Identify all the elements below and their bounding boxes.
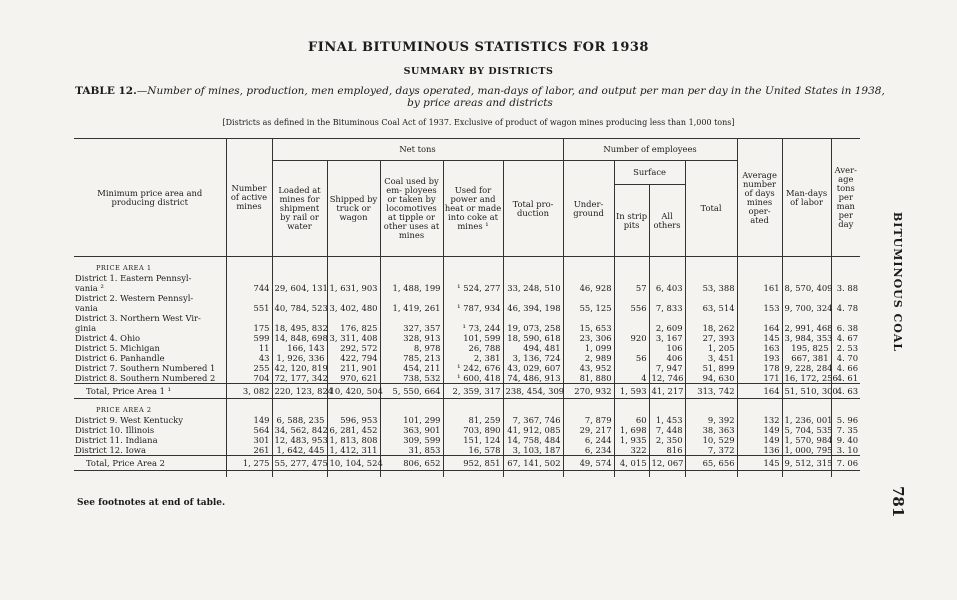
table-cell: 7, 879 — [563, 415, 614, 425]
table-cell: 43, 029, 607 — [503, 363, 563, 373]
table-cell: 4. 61 — [831, 373, 860, 384]
total-cell: 49, 574 — [563, 456, 614, 471]
table-row — [74, 333, 860, 343]
table-caption — [75, 85, 885, 109]
total-cell: 12, 067 — [649, 456, 685, 471]
table-cell: 7, 448 — [649, 425, 685, 435]
table-cell: 6, 403 — [649, 283, 685, 293]
table-cell: 46, 394, 198 — [503, 303, 563, 313]
table-cell: 301 — [226, 435, 272, 445]
table-cell: 166, 143 — [272, 343, 327, 353]
table-cell: 149 — [737, 425, 782, 435]
table-cell: 41, 912, 085 — [503, 425, 563, 435]
table-cell: 1, 926, 336 — [272, 353, 327, 363]
table-cell — [685, 293, 737, 303]
table-cell: 26, 788 — [443, 343, 503, 353]
table-cell: 3, 984, 353 — [782, 333, 831, 343]
table-cell: 406 — [649, 353, 685, 363]
table-cell — [272, 293, 327, 303]
table-cell: 9, 700, 324 — [782, 303, 831, 313]
table-cell: 454, 211 — [380, 363, 443, 373]
table-cell — [649, 293, 685, 303]
footnote-reference: See footnotes at end of table. — [77, 498, 226, 508]
table-cell — [614, 343, 649, 353]
table-cell: 7, 372 — [685, 445, 737, 456]
table-cell: 9, 228, 284 — [782, 363, 831, 373]
page-title: FINAL BITUMINOUS STATISTICS FOR 1938 — [308, 40, 649, 55]
header-underground: Under- ground — [563, 161, 614, 257]
total-cell: 4. 63 — [831, 384, 860, 399]
table-cell: 327, 357 — [380, 323, 443, 333]
table-cell: 2. 53 — [831, 343, 860, 353]
table-cell: 970, 621 — [327, 373, 380, 384]
table-cell: 3, 136, 724 — [503, 353, 563, 363]
table-cell: 4. 66 — [831, 363, 860, 373]
table-cell: ¹ 787, 934 — [443, 303, 503, 313]
table-cell: 1, 412, 311 — [327, 445, 380, 456]
total-cell: 145 — [737, 456, 782, 471]
table-cell — [563, 313, 614, 323]
total-cell: 5, 550, 664 — [380, 384, 443, 399]
table-cell: 94, 630 — [685, 373, 737, 384]
table-cell — [272, 273, 327, 283]
table-row — [74, 283, 860, 293]
table-cell: 703, 890 — [443, 425, 503, 435]
table-cell — [327, 293, 380, 303]
table-cell: 18, 262 — [685, 323, 737, 333]
district-name: vania — [75, 303, 98, 313]
table-cell — [226, 293, 272, 303]
table-cell: 2, 609 — [649, 323, 685, 333]
table-cell: 14, 848, 698 — [272, 333, 327, 343]
table-cell: 10, 529 — [685, 435, 737, 445]
table-cell: 3, 451 — [685, 353, 737, 363]
table-cell — [831, 293, 860, 303]
total-label: Total, Price Area 1 ¹ — [74, 384, 226, 399]
table-cell: 12, 483, 953 — [272, 435, 327, 445]
table-cell — [649, 273, 685, 283]
district-name: District 7. Southern Numbered 1 — [75, 363, 216, 373]
table-cell: 1, 488, 199 — [380, 283, 443, 293]
total-row — [74, 384, 860, 399]
table-cell: 18, 590, 618 — [503, 333, 563, 343]
table-cell: 667, 381 — [782, 353, 831, 363]
table-cell: 6, 234 — [563, 445, 614, 456]
table-cell: 74, 486, 913 — [503, 373, 563, 384]
table-cell: 106 — [649, 343, 685, 353]
table-row — [74, 353, 860, 363]
table-cell: 149 — [737, 435, 782, 445]
total-cell: 238, 454, 309 — [503, 384, 563, 399]
running-head: BITUMINOUS COAL — [891, 212, 904, 353]
table-cell: 494, 481 — [503, 343, 563, 353]
header-total-production: Total pro- duction — [503, 161, 563, 257]
price-area-label: PRICE AREA 1 — [96, 264, 152, 272]
table-cell — [831, 313, 860, 323]
table-cell: 1, 453 — [649, 415, 685, 425]
total-cell: 270, 932 — [563, 384, 614, 399]
district-name: ginia — [75, 323, 97, 333]
table-cell — [563, 273, 614, 283]
header-power-coke: Used for power and heat or made into coke at mines ¹ — [443, 161, 503, 257]
table-cell: 15, 653 — [563, 323, 614, 333]
table-cell: 12, 746 — [649, 373, 685, 384]
page-number: 781 — [889, 486, 907, 518]
table-cell: 23, 306 — [563, 333, 614, 343]
total-cell: 313, 742 — [685, 384, 737, 399]
table-cell: 3, 167 — [649, 333, 685, 343]
table-cell — [782, 313, 831, 323]
district-name: District 9. West Kentucky — [75, 415, 183, 425]
table-cell: 38, 363 — [685, 425, 737, 435]
table-cell: 6, 588, 235 — [272, 415, 327, 425]
table-cell — [685, 273, 737, 283]
table-cell — [380, 313, 443, 323]
table-cell: 18, 495, 832 — [272, 323, 327, 333]
table-cell: 29, 217 — [563, 425, 614, 435]
statistics-table — [74, 138, 860, 477]
table-cell: 3, 402, 480 — [327, 303, 380, 313]
total-cell: 65, 656 — [685, 456, 737, 471]
table-cell: 63, 514 — [685, 303, 737, 313]
table-cell: 3. 10 — [831, 445, 860, 456]
table-cell: 556 — [614, 303, 649, 313]
district-name: District 10. Illinois — [75, 425, 155, 435]
table-cell: 145 — [737, 333, 782, 343]
table-cell: 2, 350 — [649, 435, 685, 445]
total-cell: 164 — [737, 384, 782, 399]
table-cell — [503, 313, 563, 323]
table-row — [74, 445, 860, 456]
table-cell: 3. 88 — [831, 283, 860, 293]
table-cell: 1, 419, 261 — [380, 303, 443, 313]
table-cell: 149 — [226, 415, 272, 425]
header-loaded-rail: Loaded at mines for shipment by rail or water — [272, 161, 327, 257]
table-cell: ¹ 600, 418 — [443, 373, 503, 384]
header-strip-pits: In strip pits — [614, 185, 649, 257]
table-cell — [327, 273, 380, 283]
table-cell: 51, 899 — [685, 363, 737, 373]
page-subtitle: SUMMARY BY DISTRICTS — [403, 66, 554, 77]
table-cell: 31, 853 — [380, 445, 443, 456]
table-cell: 195, 825 — [782, 343, 831, 353]
header-net-tons: Net tons — [272, 139, 563, 161]
total-cell: 1, 275 — [226, 456, 272, 471]
table-row — [74, 415, 860, 425]
table-cell — [614, 273, 649, 283]
district-name: District 11. Indiana — [75, 435, 158, 445]
table-cell: 261 — [226, 445, 272, 456]
table-cell: 785, 213 — [380, 353, 443, 363]
table-cell: 1, 631, 903 — [327, 283, 380, 293]
table-cell: 27, 393 — [685, 333, 737, 343]
table-cell — [737, 313, 782, 323]
table-body — [74, 257, 860, 478]
table-cell — [782, 273, 831, 283]
table-cell: 1, 642, 445 — [272, 445, 327, 456]
table-cell: 1, 205 — [685, 343, 737, 353]
table-row — [74, 303, 860, 313]
district-name: District 12. Iowa — [75, 445, 146, 455]
total-cell: 806, 652 — [380, 456, 443, 471]
table-cell: 422, 794 — [327, 353, 380, 363]
table-cell: 211, 901 — [327, 363, 380, 373]
table-cell — [226, 313, 272, 323]
table-cell — [380, 273, 443, 283]
district-name: District 2. Western Pennsyl- — [75, 293, 194, 303]
table-cell: 60 — [614, 415, 649, 425]
table-cell: 175 — [226, 323, 272, 333]
table-cell: 5, 704, 535 — [782, 425, 831, 435]
total-cell: 2, 359, 317 — [443, 384, 503, 399]
table-cell: 328, 913 — [380, 333, 443, 343]
table-cell: 1, 698 — [614, 425, 649, 435]
price-area-row — [74, 405, 860, 415]
table-cell: 7, 947 — [649, 363, 685, 373]
table-cell: 292, 572 — [327, 343, 380, 353]
table-cell — [737, 293, 782, 303]
table-cell: 43, 952 — [563, 363, 614, 373]
table-cell: 46, 928 — [563, 283, 614, 293]
table-cell: 55, 125 — [563, 303, 614, 313]
total-cell: 9, 512, 315 — [782, 456, 831, 471]
header-shipped-truck: Shipped by truck or wagon — [327, 161, 380, 257]
table-cell: 2, 381 — [443, 353, 503, 363]
table-cell — [614, 323, 649, 333]
table-cell: 164 — [737, 323, 782, 333]
header-all-others: All others — [649, 185, 685, 257]
total-cell: 55, 277, 475 — [272, 456, 327, 471]
table-cell — [614, 313, 649, 323]
price-area-row — [74, 263, 860, 273]
table-cell — [649, 313, 685, 323]
table-row — [74, 323, 860, 333]
table-cell: 33, 248, 510 — [503, 283, 563, 293]
table-cell — [614, 363, 649, 373]
table-cell: 101, 599 — [443, 333, 503, 343]
table-row — [74, 313, 860, 323]
header-active-mines: Number of active mines — [226, 139, 272, 257]
table-cell — [443, 293, 503, 303]
table-cell: ¹ 524, 277 — [443, 283, 503, 293]
header-days-operated: Average number of days mines oper- ated — [737, 139, 782, 257]
header-coal-used: Coal used by em- ployees or taken by locomotives at tipple or other uses at mines — [380, 161, 443, 257]
table-cell: 2, 989 — [563, 353, 614, 363]
table-cell: 1, 236, 001 — [782, 415, 831, 425]
table-caption-text: —Number of mines, production, men employed, days operated, man-days of labor, and output per man per day in the United States in 1938, by price areas and districts — [136, 85, 885, 109]
district-name: vania ² — [75, 283, 104, 293]
table-row — [74, 373, 860, 384]
table-cell: 1, 099 — [563, 343, 614, 353]
table-cell: 255 — [226, 363, 272, 373]
table-cell: 81, 880 — [563, 373, 614, 384]
table-cell: 363, 901 — [380, 425, 443, 435]
table-cell: 6. 38 — [831, 323, 860, 333]
header-total-employees: Total — [685, 161, 737, 257]
header-employees: Number of employees — [563, 139, 737, 161]
table-cell — [443, 313, 503, 323]
table-cell: 29, 604, 131 — [272, 283, 327, 293]
table-cell: 7, 367, 746 — [503, 415, 563, 425]
table-cell: 1, 813, 808 — [327, 435, 380, 445]
table-cell: 72, 177, 342 — [272, 373, 327, 384]
table-cell: 4. 70 — [831, 353, 860, 363]
table-cell: ¹ 73, 244 — [443, 323, 503, 333]
table-cell: 7, 833 — [649, 303, 685, 313]
table-cell: 153 — [737, 303, 782, 313]
table-row — [74, 435, 860, 445]
table-cell: 8, 570, 409 — [782, 283, 831, 293]
total-label: Total, Price Area 2 — [74, 456, 226, 471]
table-cell: 43 — [226, 353, 272, 363]
table-cell — [226, 273, 272, 283]
table-cell: 7. 35 — [831, 425, 860, 435]
total-cell: 67, 141, 502 — [503, 456, 563, 471]
table-cell — [380, 293, 443, 303]
table-cell — [737, 273, 782, 283]
table-cell — [782, 293, 831, 303]
table-cell: 3, 311, 408 — [327, 333, 380, 343]
table-cell: 6, 244 — [563, 435, 614, 445]
total-cell: 3, 082 — [226, 384, 272, 399]
total-cell: 4, 015 — [614, 456, 649, 471]
table-cell: 161 — [737, 283, 782, 293]
table-cell: 40, 784, 523 — [272, 303, 327, 313]
district-name: District 6. Panhandle — [75, 353, 165, 363]
table-cell: 178 — [737, 363, 782, 373]
table-cell: 816 — [649, 445, 685, 456]
district-name: District 4. Ohio — [75, 333, 141, 343]
table-cell: 322 — [614, 445, 649, 456]
table-cell: 1, 570, 984 — [782, 435, 831, 445]
table-cell: 57 — [614, 283, 649, 293]
table-cell: 744 — [226, 283, 272, 293]
table-cell: 9, 392 — [685, 415, 737, 425]
table-cell: 4. 67 — [831, 333, 860, 343]
district-name: District 5. Michigan — [75, 343, 160, 353]
table-cell: 9. 40 — [831, 435, 860, 445]
total-cell: 10, 104, 524 — [327, 456, 380, 471]
table-cell: 132 — [737, 415, 782, 425]
table-cell: 81, 259 — [443, 415, 503, 425]
table-cell: 101, 299 — [380, 415, 443, 425]
table-cell: 16, 578 — [443, 445, 503, 456]
table-row — [74, 343, 860, 353]
total-cell: 220, 123, 824 — [272, 384, 327, 399]
table-cell: 599 — [226, 333, 272, 343]
table-cell: 16, 172, 256 — [782, 373, 831, 384]
table-cell: 42, 120, 819 — [272, 363, 327, 373]
district-name: District 1. Eastern Pennsyl- — [75, 273, 192, 283]
table-cell — [503, 293, 563, 303]
table-cell: 4 — [614, 373, 649, 384]
header-tons-per-man: Aver- age tons per man per day — [831, 139, 860, 257]
table-cell: 309, 599 — [380, 435, 443, 445]
total-cell: 952, 851 — [443, 456, 503, 471]
table-cell: 193 — [737, 353, 782, 363]
district-name: District 8. Southern Numbered 2 — [75, 373, 216, 383]
table-cell: 171 — [737, 373, 782, 384]
table-note: [Districts as defined in the Bituminous Coal Act of 1937. Exclusive of product of wagon mines producing less than 1,000 tons] — [222, 118, 735, 127]
table-row — [74, 425, 860, 435]
total-cell: 41, 217 — [649, 384, 685, 399]
total-cell: 1, 593 — [614, 384, 649, 399]
table-cell: 738, 532 — [380, 373, 443, 384]
table-cell — [831, 273, 860, 283]
table-cell: 19, 073, 258 — [503, 323, 563, 333]
table-cell: 2, 991, 468 — [782, 323, 831, 333]
total-cell: 7. 06 — [831, 456, 860, 471]
table-row — [74, 273, 860, 283]
table-cell: 136 — [737, 445, 782, 456]
table-cell — [563, 293, 614, 303]
table-cell: 1, 000, 795 — [782, 445, 831, 456]
table-cell: 14, 758, 484 — [503, 435, 563, 445]
table-cell — [272, 313, 327, 323]
table-cell: 6, 281, 452 — [327, 425, 380, 435]
table-cell: 176, 825 — [327, 323, 380, 333]
table-cell: 4. 78 — [831, 303, 860, 313]
table-cell: 56 — [614, 353, 649, 363]
table-cell: 53, 388 — [685, 283, 737, 293]
total-cell: 10, 420, 504 — [327, 384, 380, 399]
price-area-label: PRICE AREA 2 — [96, 406, 152, 414]
table-cell: 8, 978 — [380, 343, 443, 353]
table-row — [74, 363, 860, 373]
table-cell: 3, 103, 187 — [503, 445, 563, 456]
table-label: TABLE 12. — [75, 85, 137, 97]
table-cell: 11 — [226, 343, 272, 353]
table-cell: 920 — [614, 333, 649, 343]
table-cell: 551 — [226, 303, 272, 313]
table-cell: 151, 124 — [443, 435, 503, 445]
table-cell: 704 — [226, 373, 272, 384]
table-cell — [614, 293, 649, 303]
table-cell — [503, 273, 563, 283]
table-row — [74, 293, 860, 303]
table-cell: 596, 953 — [327, 415, 380, 425]
table-cell: 34, 562, 842 — [272, 425, 327, 435]
table-cell — [327, 313, 380, 323]
district-name: District 3. Northern West Vir- — [75, 313, 201, 323]
table-cell: 564 — [226, 425, 272, 435]
table-cell: ¹ 242, 676 — [443, 363, 503, 373]
header-surface: Surface — [614, 161, 685, 185]
header-district: Minimum price area and producing district — [74, 139, 226, 257]
header-man-days: Man-days of labor — [782, 139, 831, 257]
table-cell: 163 — [737, 343, 782, 353]
total-cell: 51, 510, 300 — [782, 384, 831, 399]
table-cell — [443, 273, 503, 283]
total-row — [74, 456, 860, 471]
table-cell — [685, 313, 737, 323]
table-cell: 1, 935 — [614, 435, 649, 445]
table-cell: 5. 96 — [831, 415, 860, 425]
